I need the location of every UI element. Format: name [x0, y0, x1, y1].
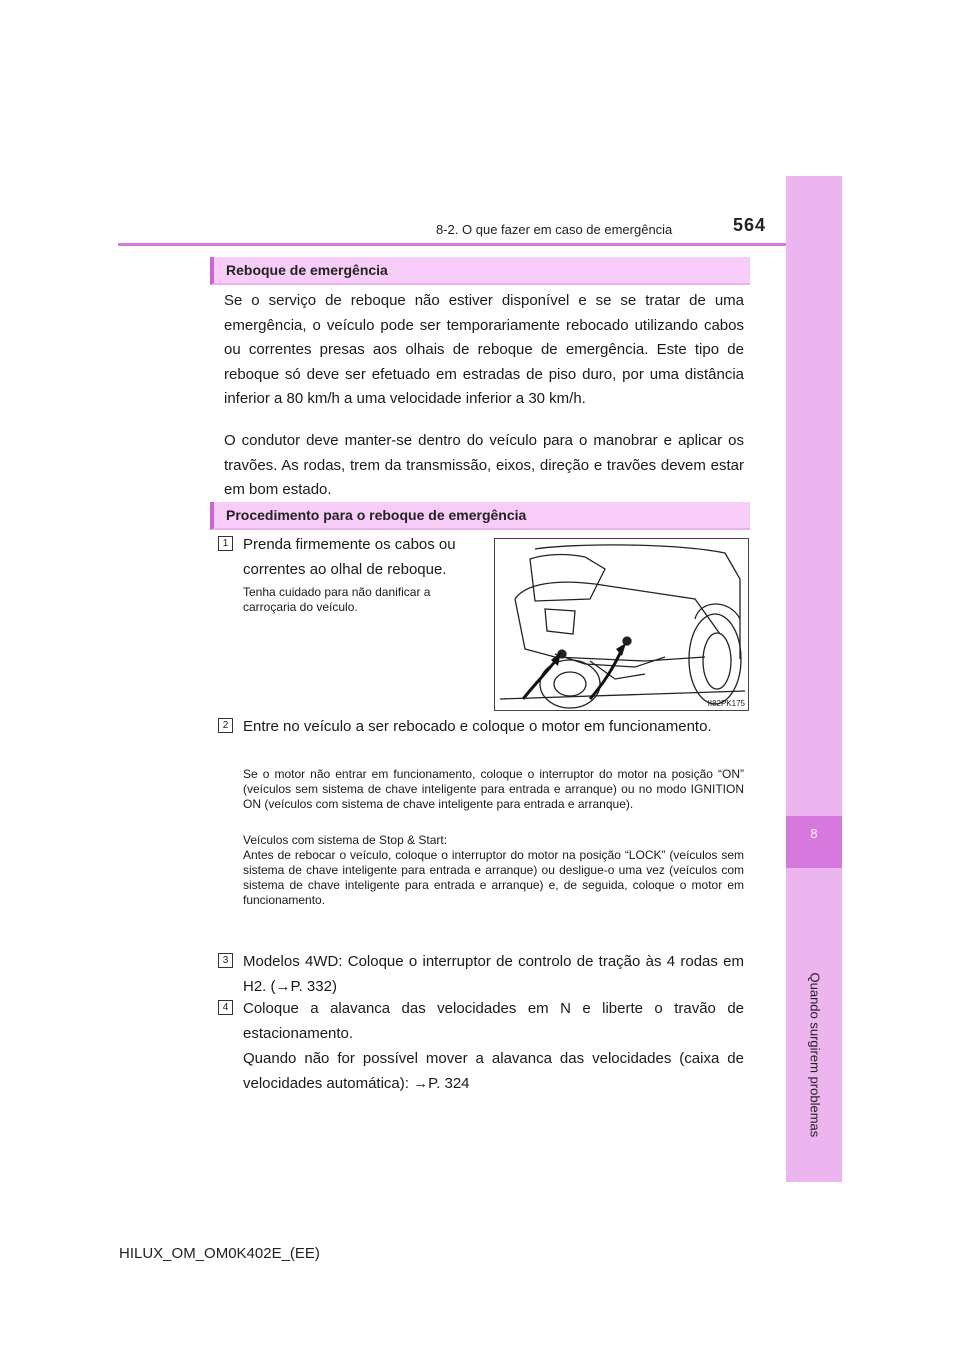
page-number: 564 [733, 215, 767, 235]
step-2-note: Se o motor não entrar em funcionamento, coloque o interruptor do motor na posição “ON” (veículos sem sistema de chave inteligente para entrada e arranque) ou no modo IGNITION ON (veículos com sistema de chave inteligente para entrada e arranque). [243, 767, 744, 811]
step-1-note: Tenha cuidado para não danificar a carroçaria do veículo. [243, 585, 431, 614]
vehicle-rear-drawing [495, 539, 749, 711]
step-4-text: Coloque a alavanca das velocidades em N e liberte o travão de estacionamento. [243, 1000, 744, 1042]
step-4-text2: Quando não for possível mover a alavanca das velocidades (caixa de velocidades automática): →P. 324 [243, 1050, 744, 1092]
document-code: HILUX_OM_OM0K402E_(EE) [119, 1245, 320, 1262]
paragraph-driver-requirements: O condutor deve manter-se dentro do veículo para o manobrar e aplicar os travões. As rodas, trem da transmissão, eixos, direção e travões devem estar em bom estado. [224, 432, 744, 498]
section-heading-towing-procedure [210, 502, 750, 530]
section-heading-emergency-towing [210, 257, 750, 285]
step-2-note2: Antes de rebocar o veículo, coloque o interruptor do motor na posição “LOCK” (veículos sem sistema de chave inteligente para entrada e arranque) ou desligue-o uma vez (veículos com sistema de chave inteligente para entrada e arranque) e, de seguida, coloque o motor em funcionamento. [243, 848, 744, 907]
step-number-3: 3 [218, 953, 233, 968]
step-2-note2-title: Veículos com sistema de Stop & Start: [243, 833, 448, 847]
step-2-text: Entre no veículo a ser rebocado e coloque o motor em funcionamento. [243, 718, 712, 735]
chapter-number-block [786, 816, 842, 868]
section-heading-text: Procedimento para o reboque de emergência [226, 507, 527, 523]
section-heading-text: Reboque de emergência [226, 262, 388, 278]
chapter-number: 8 [810, 826, 818, 841]
step-1-text: Prenda firmemente os cabos ou correntes ao olhal de reboque. [243, 536, 456, 578]
header-section-title: 8-2. O que fazer em caso de emergência [436, 222, 673, 237]
tow-hook-illustration [494, 538, 749, 711]
step-3-text: Modelos 4WD: Coloque o interruptor de controlo de tração às 4 rodas em H2. (→P. 332) [243, 953, 744, 995]
paragraph-towing-conditions: Se o serviço de reboque não estiver disponível e se se tratar de uma emergência, o veículo pode ser temporariamente rebocado utilizando cabos ou correntes presas aos olhais de reboque de emergência. Este tipo de reboque só deve ser efetuado em estradas de piso duro, por uma distância inferior a 80 km/h a uma velocidade inferior a 30 km/h. [224, 292, 744, 407]
step-number-2: 2 [218, 718, 233, 733]
step-number-4: 4 [218, 1000, 233, 1015]
chapter-title: Quando surgirem problemas [807, 972, 823, 1138]
figure-code: II82PK175 [707, 699, 745, 708]
header-rule [118, 243, 786, 246]
step-number-1: 1 [218, 536, 233, 551]
